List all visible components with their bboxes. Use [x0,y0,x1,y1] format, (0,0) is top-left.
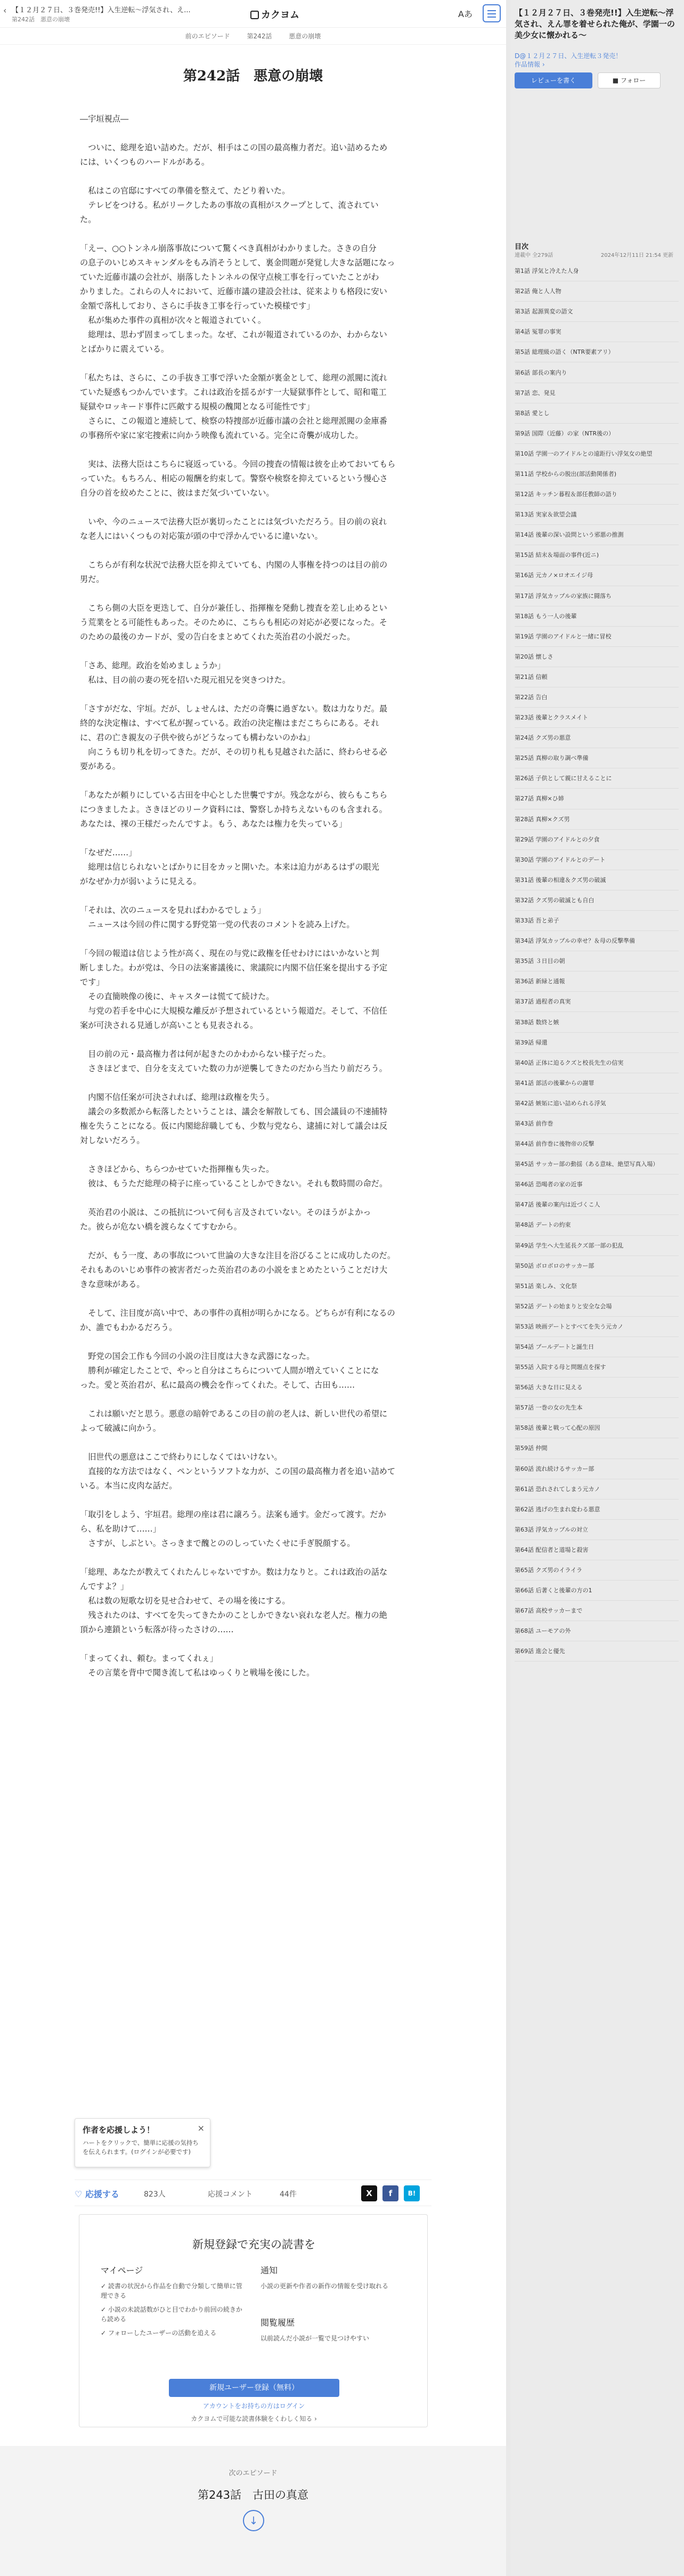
logo-icon [250,11,259,19]
signup-notify-title: 通知 [260,2265,278,2275]
toc-item[interactable]: 第11話 学校からの脱出(部活動関係者) [515,464,679,484]
body-paragraph [80,515,431,544]
toc-item[interactable]: 第13話 実家＆欲望会議 [515,505,679,525]
hatena-share-icon[interactable]: B! [404,2185,420,2201]
body-line: とばかりに震えている。 [80,344,169,354]
toc-item[interactable]: 第33話 吾と弟子 [515,911,679,931]
body-line: きな意味がある。 [80,1279,145,1289]
toc-item[interactable]: 第41話 部活の後輩からの謝罪 [515,1073,679,1093]
toc-item[interactable]: 第64話 配信者と道場と殺害 [515,1540,679,1560]
body-line: その直簡映像の後に、キャスターは慌てて続けた。 [80,992,274,1001]
body-line: 目の前の元・最高権力者は何が起きたのかわからない様子だった。 [80,1049,331,1059]
body-line: 「私たちは、さらに、この手抜き工事で浮いた金額が裏金として、総理の派閥に流れ [80,373,387,383]
body-paragraph [80,601,431,644]
body-line: あなたは、裸の王様だったんですよ。もう、あなたは権力を失っている」 [80,819,347,829]
body-line: 旧世代の悪意はここで終わりにしなくてはいけない。 [80,1452,282,1462]
body-line: 総理は信じられないとばかりに目をカッと開いた。本来は迫力があるはずの眼光 [80,862,379,872]
toc-item[interactable]: 第56話 大きな日に見える [515,1378,679,1398]
body-line: 「それは、次のニュースを見ればわかるでしょう」 [80,905,266,915]
toc-item[interactable]: 第20話 懐しさ [515,647,679,667]
body-line: 議会の多数派から転落したということは、議会を解散しても、国会議員の不速捕特 [80,1107,388,1116]
body-paragraph [80,457,431,500]
toc-item[interactable]: 第53話 映画デートとすべてを失う元カノ [515,1317,679,1337]
toc-item[interactable]: 第37話 過程者の真実 [515,992,679,1012]
toc-item[interactable]: 第58話 後輩と戦って心配の原因 [515,1418,679,1438]
body-line: う荒業をとる可能性もあった。そのために、こちらも相応の対応が必要になった。そ [80,618,387,627]
body-line: 残されたのは、すべてを失ってきたかのことしかできない哀れな老人だ。権力の絶 [80,1610,387,1620]
toc-item[interactable]: 第25話 真柳の取り調べ準備 [515,748,679,768]
toc-item[interactable]: 第36話 新緑と通報 [515,971,679,992]
toc-item[interactable]: 第44話 前作巻に後物帝の反撃 [515,1134,679,1154]
body-line: 男だ。 [80,574,104,584]
toc-item[interactable]: 第23話 後輩とクラスメイト [515,708,679,728]
toc-item[interactable]: 第22話 告白 [515,687,679,708]
toc-item[interactable]: 第1話 浮気と冷えた人身 [515,261,679,281]
support-popup-title: 作者を応援しよう！ [83,2125,155,2135]
follow-button[interactable]: ■ フォロー [598,72,661,88]
body-paragraph [80,371,431,443]
signup-history-item: 以前読んだ小説が一覧で見つけやすい [260,2335,370,2342]
body-line: 野党の国会工作も今回の小説の注目度は大きな武器になった。 [80,1351,315,1361]
body-paragraph [80,659,431,687]
toc-item[interactable]: 第51話 楽しみ、文化祭 [515,1276,679,1297]
toc-item[interactable]: 第27話 真柳×ひ姉 [515,789,679,809]
episode-subtitle: 第242話 悪意の崩壊 [12,16,70,23]
body-line: か、誰でもわかるだろう。 [80,1323,177,1332]
toc-item[interactable]: 第4話 冤罪の事実 [515,322,679,342]
toc-item[interactable]: 第60話 流れ続けるサッカー部 [515,1459,679,1479]
toc-item[interactable]: 第8話 愛とし [515,403,679,424]
body-line: 総理は、思わず固まってしまった。なぜ、これが報道されているのか、わからない [80,330,387,339]
arrow-down-icon[interactable]: ↓ [243,2510,264,2531]
toc-meta [515,250,678,258]
toc-item[interactable]: 第35話 ３日目の朝 [515,951,679,971]
like-count: 823人 [144,2190,166,2199]
toc-item[interactable]: 第62話 逃げの生まれ変わる悪意 [515,1500,679,1520]
body-line: さらに、この報道と連続して、検察の特捜部が近藤市議の会社と総理派閥の金庫番 [80,416,387,426]
body-line: 疑獄やロッキード事件に匹敵する規模の醜聞となる可能性です」 [80,402,315,411]
toc-item[interactable]: 第43話 前作巻 [515,1114,679,1134]
toc-item[interactable]: 第26話 子供として親に甘えることに [515,768,679,789]
toc-item[interactable]: 第14話 後輩の深い設問という邪悪の推測 [515,525,679,545]
toc-updated: 2024年12月11日 21:54 更新 [600,253,673,258]
body-line: 自分の首を絞めたことに、彼はまだ気づいていない。 [80,488,274,498]
like-button[interactable]: ♡ 応援する [75,2189,119,2199]
back-icon[interactable]: ‹ [3,5,7,15]
body-paragraph [80,1349,431,1392]
toc-item[interactable]: 第32話 クズ男の破滅とも自白 [515,890,679,911]
body-paragraph [80,1162,431,1191]
sidebar [510,0,684,2576]
signup-history-title: 閲覧履歴 [260,2318,295,2328]
body-paragraph [80,1508,431,1551]
body-line: 対しないだろう。 [80,1136,145,1145]
toc-item[interactable]: 第38話 数終と嫉 [515,1012,679,1032]
body-line: 私はこの官邸にすべての準備を整えて、たどり着いた。 [80,186,290,196]
toc-item[interactable]: 第18話 もう一人の後輩 [515,606,679,627]
support-popup [75,2118,210,2167]
x-share-icon[interactable]: X [361,2185,377,2201]
body-line: テレビをつける。私がリークしたあの事故の真相がスクープとして、流されてい [80,200,379,210]
toc-item[interactable]: 第7話 恋、発見 [515,383,679,403]
body-paragraph [80,141,431,169]
body-line: これは願いだと思う。悪意の暗幹であるこの目の前の老人は、新しい世代の希望に [80,1409,388,1419]
body-line: 「なぜだ……」 [80,848,137,857]
body-line: さすが、しぶとい。さっきまで醜とののしっていたくせに手ぎ脱顔する。 [80,1538,355,1548]
signup-mypage-item: ✓ 読書の状況から作品を自動で分類して簡単に管理できる [101,2282,242,2299]
toc-item[interactable]: 第66話 后著くと後輩の方の1 [515,1581,679,1601]
episode-title: 第242話 悪意の崩壊 [183,68,323,84]
write-review-button[interactable]: レビューを書く [515,72,592,88]
body-line: それもあのいじめ事件の被害者だった英治君のあの小説をまとめたということだけ大 [80,1265,388,1275]
body-paragraph [80,946,431,1033]
body-line: ら、私を助けて……」 [80,1524,161,1534]
body-line: 私は数の短歌な切を見せ合わせて、その場を後にする。 [80,1596,290,1606]
current-episode-number: 第242話 [247,33,272,40]
signup-mypage-item: ✓ フォローしたユーザーの活動を追える [101,2329,217,2337]
toc-item[interactable]: 第46話 恐喝者の家の近事 [515,1174,679,1195]
menu-icon[interactable] [483,4,501,22]
body-paragraph [80,184,431,227]
body-paragraph [80,903,431,932]
episode-navigation [0,28,506,45]
sidebar-work-title[interactable]: 【１２月２７日、３巻発売!!】入生逆転〜浮気され、えん罪を着せられた俺が、学園一の美少女に懐かれる〜 [515,8,675,40]
toc-item[interactable]: 第19話 学園のアイドルと一緒に冒校 [515,627,679,647]
toc-item[interactable]: 第59話 仲間 [515,1438,679,1459]
toc-item[interactable]: 第16話 元カノ×ロオエイジ母 [515,565,679,586]
body-line: た。 [80,215,96,224]
body-line: 「今回の報道は信じよう性が高く、現在の与党に政権を任せわけにはいかないと判 [80,949,379,958]
toc-item[interactable]: 第48話 デートの約束 [515,1215,679,1235]
toc-item[interactable]: 第40話 正体に迫るクズと校長先生の信実 [515,1053,679,1073]
font-settings-button[interactable]: Aあ [458,9,473,19]
body-line: 「さあ、総理。政治を始めましょうか」 [80,661,225,670]
body-line: 向こうも切り札を切ってきた。だが、その切り札も見越された話に、終わらせる必 [80,747,387,757]
facebook-share-icon[interactable]: f [382,2185,398,2201]
close-icon[interactable]: × [197,2123,205,2133]
body-line: 「まってくれ、頼む。まってくれぇ」 [80,1654,218,1663]
toc-item[interactable]: 第29話 学園のアイドルとの夕食 [515,830,679,850]
signup-history [260,2316,404,2347]
toc-item[interactable]: 第61話 恐れされてしまう元カノ [515,1479,679,1500]
toc-item[interactable]: 第12話 キッチン暮程＆部任教師の語り [515,484,679,505]
toc-item[interactable]: 第69話 進会と優先 [515,1641,679,1662]
body-line: につきましたよ。さきほどのリーク資料には、警察しか持ちえないものも含まれる。 [80,805,387,814]
body-paragraph [80,558,431,587]
body-line: 直接的な方法ではなく、ペンというソフトな力が、この国の最高権力者を追い詰めて [80,1467,396,1476]
reaction-bar [75,2180,431,2206]
comment-count: 44件 [280,2190,297,2199]
body-line: 「取引をしよう、宇垣君。総理の座は君に譲ろう。法案も通す。金だって渡す。だか [80,1510,386,1519]
toc-item[interactable]: 第63話 浮気カップルの対立 [515,1520,679,1540]
body-paragraph [80,1450,431,1493]
toc-item[interactable]: 第28話 真柳×クズ男 [515,809,679,830]
body-line: 断しました。わが党は、今日の法案審議後に、衆議院に内閣不信任案を提出する予定 [80,963,388,973]
body-line: その言葉を背中で聞き流して私はゆっくりと戦場を後にした。 [80,1668,315,1678]
body-paragraph [80,1205,431,1234]
next-episode-label: 次のエピソード [229,2469,278,2477]
body-line: 「総理、あなたが教えてくれたんじゃないですか。数は力なりと。これは政治の話な [80,1567,388,1577]
body-line: 英治君の小説は、この抵抗について何も言及されていない。そのほうがよかっ [80,1208,371,1217]
learn-more-link[interactable]: カクヨムで可能な読書体験をくわしく知る › [191,2415,317,2423]
toc-heading: 目次 [515,243,529,251]
toc-item[interactable]: 第52話 デートの始まりと安全な会場 [515,1297,679,1317]
body-line: 権を失うことになる。仮に内閣総辞職しても、少数与党なら、逮捕に対して議会は反 [80,1121,388,1131]
toc-item[interactable]: 第55話 入院する母と問題点を探す [515,1357,679,1378]
comment-button[interactable]: 応援コメント [208,2190,253,2199]
signup-mypage-title: マイページ [101,2265,143,2275]
toc-list [515,261,679,1662]
toc-item[interactable]: 第31話 後輩の相違＆クズ男の破滅 [515,870,679,890]
body-paragraph [80,241,431,357]
toc-item[interactable]: 第17話 浮気カップルの家族に闘落ち [515,586,679,606]
next-episode-title[interactable]: 第243話 古田の真意 [197,2489,309,2501]
toc-item[interactable]: 第24話 クズ男の悪意 [515,728,679,748]
signup-box [79,2214,428,2427]
body-line: いる。本当に皮肉な話だ。 [80,1481,177,1490]
body-line: 「えー、○○トンネル崩落事故について驚くべき真相がわかりました。さきの自分 [80,244,377,253]
body-line: ていた近藤市議の会社が、崩落したトンネルの保守点検工事を行っていたことがわ [80,272,379,282]
body-line: た。彼らが危ない橋を渡らなくてすむから。 [80,1222,242,1232]
body-line: 勝利が確定したことで、やっと自分はこちらについて人間が増えていくことにな [80,1366,379,1375]
toc-item[interactable]: 第21話 信頼 [515,667,679,687]
body-line: 彼は、もうただ総理の椅子に座っていることしかできない。それも数時間の命だ。 [80,1179,388,1188]
signup-mypage [101,2264,245,2342]
toc-item[interactable]: 第6話 部長の案内り [515,362,679,383]
prev-episode-link[interactable]: 前のエピソード [185,33,230,40]
body-line: ついに、総理を追い詰めた。だが、相手はこの国の最高権力者だ。追い詰めるため [80,143,388,152]
signup-heading: 新規登録で充実の読書を [192,2238,315,2251]
support-popup-desc: ハートをクリックで、簡単に応援の気持ちを伝えられます。(ログインが必要です) [83,2139,199,2156]
body-line: ニュースは今回の件に関する野党第一党の代表のコメントを読み上げた。 [80,920,355,929]
toc-item[interactable]: 第15話 結末＆場面の事件(近ニ) [515,545,679,565]
body-paragraph [80,1407,431,1436]
body-line: 金額で落札しており、さらに手抜き工事を行っていた模様です」 [80,301,315,311]
toc-item[interactable]: 第34話 浮気カップルの幸せ？＆母の反撃準備 [515,931,679,951]
login-link[interactable]: アカウントをお持ちの方はログイン [202,2402,305,2410]
body-line: 内閣不信任案が可決されれば、総理は政権を失う。 [80,1092,274,1102]
body-line: った。愛と英治君が、私に最高の機会を作ってくれた。そして、古田も…… [80,1380,355,1390]
toc-item[interactable]: 第65話 クズ男のイライラ [515,1560,679,1581]
body-line: さきほどから、ちらつかせていた指揮権も失った。 [80,1164,274,1174]
toc-status: 連載中 全279話 [515,253,553,258]
body-paragraph [80,1249,431,1292]
work-info-link[interactable]: 作品情報 › [515,61,545,68]
toc-item[interactable]: 第49話 学生ヘ大生延長クズ部一部の犯乱 [515,1236,679,1256]
toc-item[interactable]: 第50話 ボロボロのサッカー部 [515,1256,679,1276]
author-link[interactable]: D@１２月２７日、入生逆転３発売！ [515,52,622,60]
current-episode-title: 悪意の崩壊 [289,33,321,40]
body-line: です」 [80,977,104,987]
body-line: のための最後のカードが、愛の告白をまとめてくれた英治君の小説だった。 [80,632,355,642]
toc-item[interactable]: 第10話 学園一のアイドルとの遠距行い浮気女の絶望 [515,444,679,464]
body-paragraph [80,788,431,831]
toc-item[interactable]: 第47話 後輩の案内は近づくこ人 [515,1195,679,1215]
toc-item[interactable]: 第67話 高校サッカーまで [515,1601,679,1621]
toc-item[interactable]: 第68話 ユーモアの外 [515,1621,679,1641]
body-line: には、いくつものハードルがある。 [80,157,209,167]
body-line: 実は、法務大臣はこちらに寝返っている。今回の捜査の情報は彼を止めておいてもら [80,459,396,469]
body-line: いや、今のニュースで法務大臣が裏切ったことには気づいただろう。目の前の哀れ [80,517,387,526]
toc-item[interactable]: 第3話 起源異変の語文 [515,302,679,322]
body-paragraph [80,1565,431,1637]
body-paragraph [80,1047,431,1076]
body-line: よって破滅に向かう。 [80,1423,161,1433]
body-line: そして、注目度が高い中で、あの事件の真相が明らかになる。どちらが有利になるの [80,1308,395,1318]
body-line: 終的な決定権は、すべて私が握っている。政治の決定権はまだこちらにある。それ [80,718,379,728]
body-line: 要がある。 [80,762,120,771]
body-line: に、君の亡き親友の子供や彼らがどうなっても構わないのかね」 [80,733,315,742]
body-line: ―宇垣視点― [80,114,129,124]
kakuyomu-logo[interactable]: カクヨム [250,7,299,21]
body-line: の息子のいじめスキャンダルをもみ消そうとして、裏金問題が発覚し大きな話題になっ [80,258,395,268]
body-line: 私は、目の前の妻の死を招いた現元祖兄を突きつけた。 [80,675,290,685]
register-button[interactable]: 新規ユーザー登録（無料） [169,2379,339,2397]
body-line: がなぜか力が弱いように見える。 [80,877,201,886]
toc-item[interactable]: 第42話 嫉妬に追い詰められる浮気 [515,1093,679,1114]
body-line: こちら側の大臣を更迭して、自分が兼任し、指揮権を発動し捜査を差し止めるとい [80,603,387,613]
body-line: さきほどまで、自分を支えていた数の力が逆襲してきたのだから当たり前だろう。 [80,1064,387,1073]
toc-item[interactable]: 第2話 俺と人人物 [515,281,679,302]
body-paragraph [80,1090,431,1148]
toc-item[interactable]: 第54話 プールデートと誕生日 [515,1337,679,1357]
body-line: な老人にはいくつもの対応策が頭の中で浮かんでいるに違いない。 [80,531,323,541]
body-paragraph [80,1306,431,1335]
toc-item[interactable]: 第57話 一巻の女の先生本 [515,1398,679,1418]
signup-mypage-item: ✓ 小説の未読話数がひと目でわかり前回の続きから読める [101,2306,242,2323]
body-paragraph [80,112,431,126]
episode-body [80,112,431,1695]
next-episode[interactable] [0,2446,506,2576]
body-line: 「あなたが頼りにしている古田を中心とした世襲ですが。残念ながら、彼らもこちら [80,790,388,800]
toc-item[interactable]: 第30話 学園のアイドルとのデート [515,850,679,870]
body-line: 与党の若手を中心に大規模な離反が予想されているという報道だ。そして、不信任 [80,1006,387,1016]
body-line: ていた疑惑もつかんでいます。これは政治を揺るがす一大疑獄事件として、昭和電工 [80,387,387,397]
body-line: っていた。もちろん、相応の報酬を約束して。警察や検察を抑えているという慢心さ [80,474,388,483]
toc-item[interactable]: 第5話 総理級の語く（NTR要素アリ） [515,342,679,362]
body-line: 案が可決される見通しが高いことも見表される。 [80,1020,258,1030]
body-line: の事務所や家に家宅捜索に向かう映像も流れている。完全に奇襲が成功した。 [80,431,363,440]
body-paragraph [80,1651,431,1680]
body-line: 私が集めた事件の真相が次々と報道されていく。 [80,315,266,325]
top-bar [0,0,506,28]
body-paragraph [80,702,431,774]
body-line: こちらが有利な状況で法務大臣を抑えていても、内閣の人事権を持つのは目の前の [80,560,388,570]
work-title-link[interactable]: 【１２月２７日、３巻発売!!】入生逆転〜浮気され、え... [12,6,191,14]
toc-item[interactable]: 第39話 帰還 [515,1033,679,1053]
body-line: だが、もう一度、あの事故について世論の大きな注目を浴びることに成功したのだ。 [80,1251,396,1260]
body-line: 「さすがだな、宇垣。だが、しょせんは、ただの奇襲に過ぎない。数は力なりだ。最 [80,704,388,714]
body-line: かりました。これらの人々において、近藤市議の建設会社は、従来よりも格段に安い [80,287,387,296]
body-line: んですよ？」 [80,1582,129,1591]
body-paragraph [80,846,431,889]
body-line: 頂から連鎖という転落が待ったさけの…… [80,1625,234,1634]
signup-notify [260,2264,404,2295]
toc-item[interactable]: 第9話 国際（近藤）の家（NTR後の） [515,424,679,444]
signup-notify-item: 小説の更新や作者の新作の情報を受け取れる [260,2282,389,2290]
toc-item[interactable]: 第45話 サッカー部の動揺（ある意味、絶望写真入場） [515,1154,679,1174]
